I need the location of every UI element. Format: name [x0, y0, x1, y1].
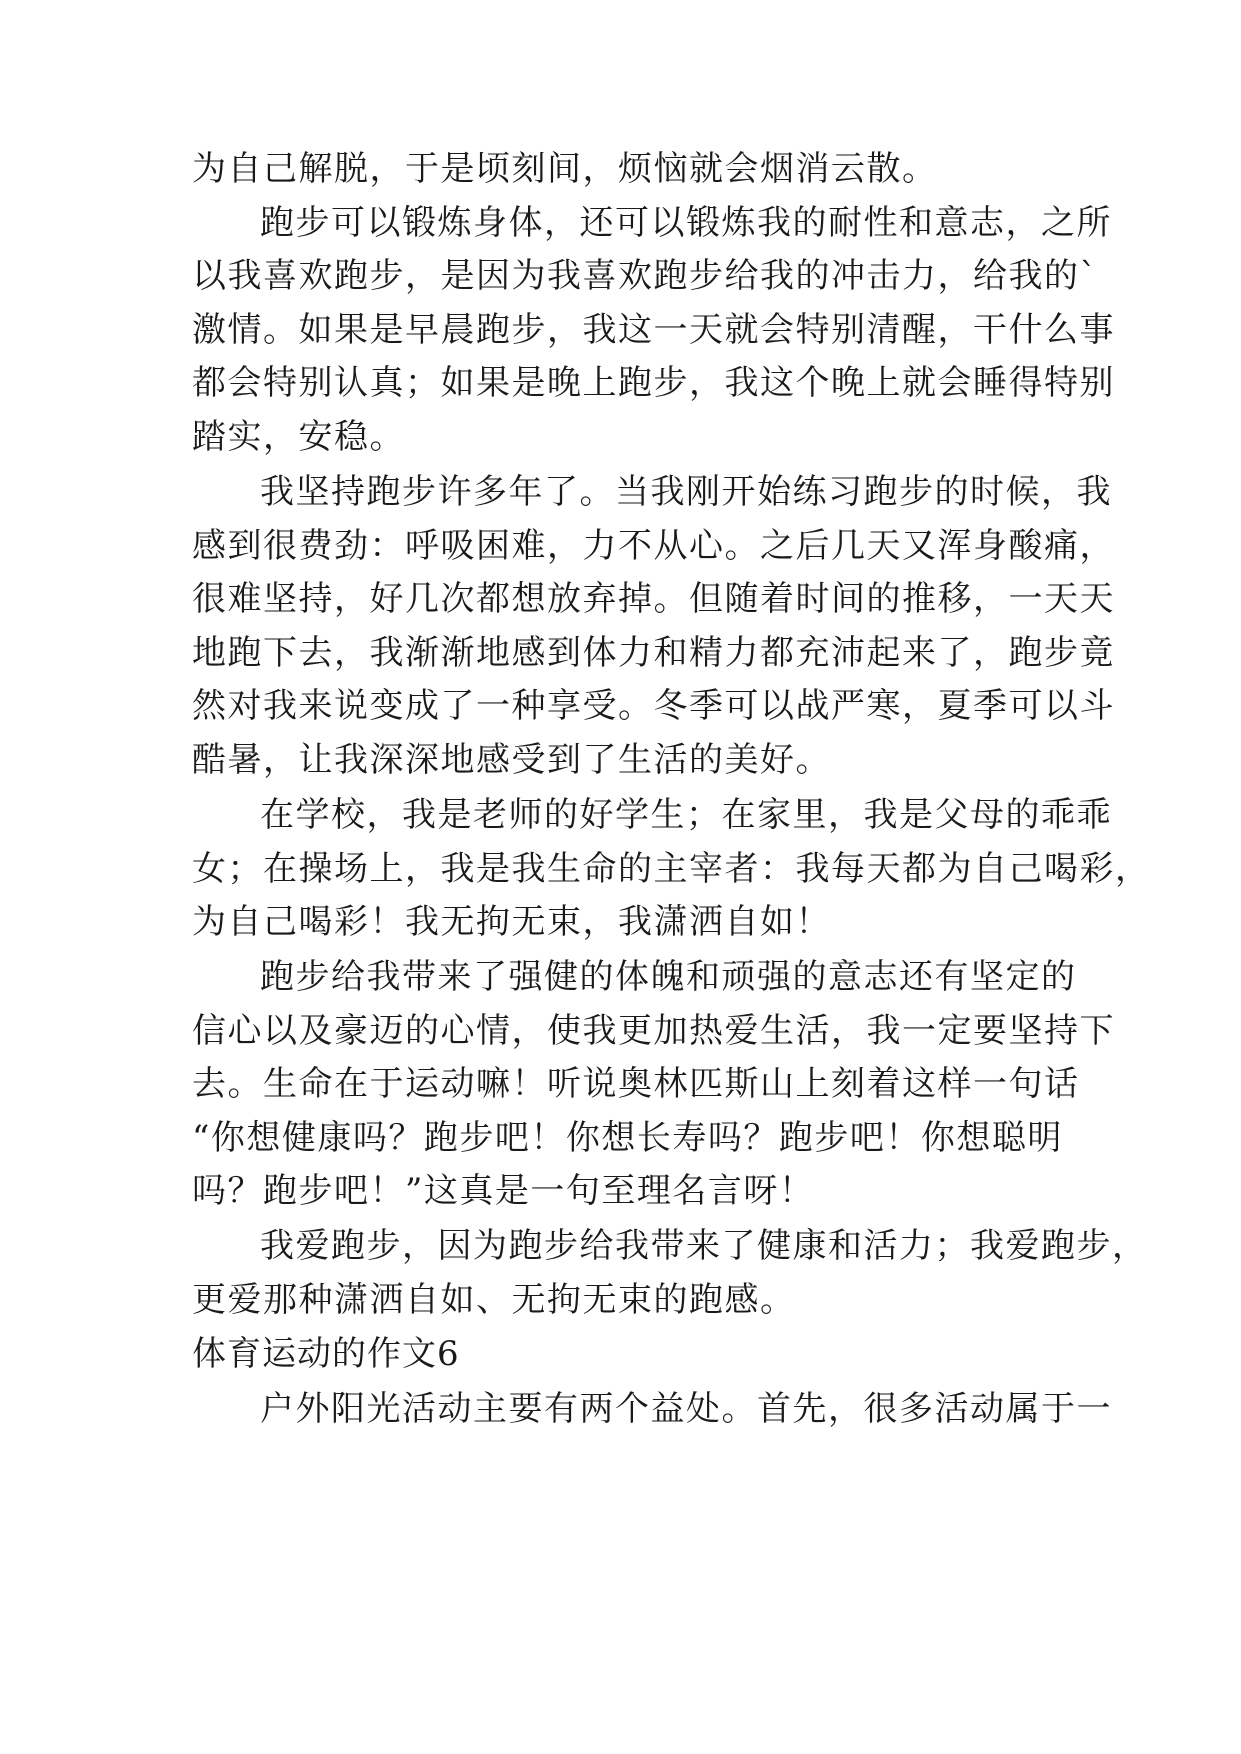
text-line: 地跑下去，我渐渐地感到体力和精力都充沛起来了，跑步竟 — [192, 633, 1115, 673]
text-line: 以我喜欢跑步，是因为我喜欢跑步给我的冲击力，给我的` — [192, 256, 1098, 296]
text-line: 都会特别认真；如果是晚上跑步，我这个晚上就会睡得特别 — [192, 363, 1115, 403]
text-line: 然对我来说变成了一种享受。冬季可以战严寒，夏季可以斗 — [192, 686, 1115, 726]
text-line: 女；在操场上，我是我生命的主宰者：我每天都为自己喝彩， — [192, 849, 1151, 889]
text-line: 激情。如果是早晨跑步，我这一天就会特别清醒，干什么事 — [192, 310, 1115, 350]
text-line: 踏实，安稳。 — [192, 417, 405, 457]
text-line: 很难坚持，好几次都想放弃掉。但随着时间的推移，一天天 — [192, 579, 1115, 619]
paragraph-start-line: 我坚持跑步许多年了。当我刚开始练习跑步的时候，我 — [260, 472, 1112, 512]
text-line: 更爱那种潇洒自如、无拘无束的跑感。 — [192, 1280, 796, 1320]
paragraph-start-line: 户外阳光活动主要有两个益处。首先，很多活动属于一 — [260, 1389, 1112, 1429]
text-line: 为自己解脱，于是顷刻间，烦恼就会烟消云散。 — [192, 149, 938, 189]
text-line: “你想健康吗？跑步吧！你想长寿吗？跑步吧！你想聪明 — [192, 1118, 1063, 1158]
text-line: 感到很费劲：呼吸困难，力不从心。之后几天又浑身酸痛， — [192, 526, 1115, 566]
paragraph-start-line: 我爱跑步，因为跑步给我带来了健康和活力；我爱跑步， — [260, 1226, 1148, 1266]
section-heading: 体育运动的作文6 — [192, 1334, 460, 1374]
paragraph-start-line: 跑步给我带来了强健的体魄和顽强的意志还有坚定的 — [260, 957, 1077, 997]
text-line: 去。生命在于运动嘛！听说奥林匹斯山上刻着这样一句话 — [192, 1064, 1080, 1104]
paragraph-start-line: 跑步可以锻炼身体，还可以锻炼我的耐性和意志，之所 — [260, 203, 1112, 243]
paragraph-start-line: 在学校，我是老师的好学生；在家里，我是父母的乖乖 — [260, 795, 1112, 835]
text-line: 吗？跑步吧！”这真是一句至理名言呀！ — [192, 1171, 815, 1211]
text-line: 信心以及豪迈的心情，使我更加热爱生活，我一定要坚持下 — [192, 1011, 1115, 1051]
text-line: 酷暑，让我深深地感受到了生活的美好。 — [192, 740, 831, 780]
text-line: 为自己喝彩！我无拘无束，我潇洒自如！ — [192, 902, 831, 942]
